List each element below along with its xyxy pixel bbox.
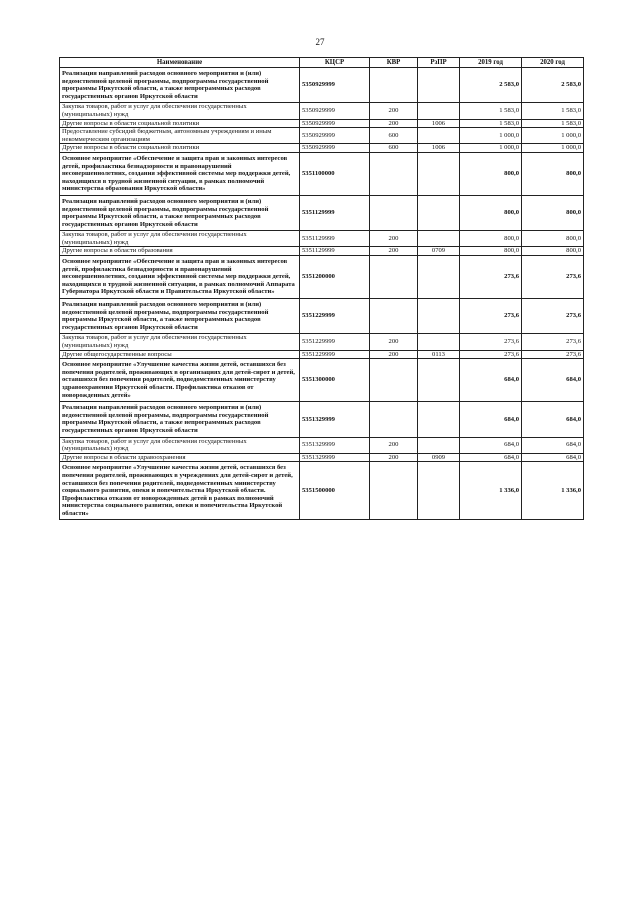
table-row bbox=[60, 247, 584, 256]
row-kcsr: 5351300000 bbox=[300, 359, 370, 402]
row-name: Другие вопросы в области социальной политики bbox=[60, 144, 300, 153]
row-rzpr bbox=[418, 195, 460, 230]
budget-table bbox=[59, 57, 584, 520]
row-rzpr bbox=[418, 462, 460, 520]
row-kvr bbox=[370, 256, 418, 299]
row-2019: 1 583,0 bbox=[460, 103, 522, 119]
row-2019: 1 583,0 bbox=[460, 119, 522, 128]
row-2020: 1 583,0 bbox=[522, 103, 584, 119]
table-row bbox=[60, 462, 584, 520]
row-name: Закупка товаров, работ и услуг для обеспечения государственных (муниципальных) нужд bbox=[60, 334, 300, 350]
header-kvr: КВР bbox=[370, 58, 418, 68]
row-kvr bbox=[370, 195, 418, 230]
row-2020: 1 583,0 bbox=[522, 119, 584, 128]
row-kcsr: 5351100000 bbox=[300, 152, 370, 195]
row-name: Другие общегосударственные вопросы bbox=[60, 350, 300, 359]
row-name: Основное мероприятие «Улучшение качества жизни детей, оставшихся без попечения родителей, проживающих в учреждениях для детей-сирот и детей, оставшихся без попечения родителей, подведомственных министерству социального развития, опеки и попечительства Иркутской области. Профилактика отказов от новорожденных детей в рамках полномочий министерства социального развития, опеки и попечительства Иркутской области» bbox=[60, 462, 300, 520]
table-row bbox=[60, 334, 584, 350]
row-kvr: 600 bbox=[370, 128, 418, 144]
row-name: Закупка товаров, работ и услуг для обеспечения государственных (муниципальных) нужд bbox=[60, 103, 300, 119]
row-rzpr bbox=[418, 231, 460, 247]
row-kcsr: 5351229999 bbox=[300, 334, 370, 350]
table-row bbox=[60, 68, 584, 103]
row-2020: 1 000,0 bbox=[522, 144, 584, 153]
row-2019: 1 000,0 bbox=[460, 144, 522, 153]
row-name: Другие вопросы в области социальной политики bbox=[60, 119, 300, 128]
row-kcsr: 5350929999 bbox=[300, 68, 370, 103]
row-name: Реализация направлений расходов основного мероприятия и (или) ведомственной целевой программы, подпрограммы государственной программы Иркутской области, а также непрограммных расходов государственных органов Иркутской области bbox=[60, 195, 300, 230]
page-number: 27 bbox=[315, 37, 325, 47]
row-name: Основное мероприятие «Улучшение качества жизни детей, оставшихся без попечения родителей, проживающих в организациях для детей-сирот и детей, оставшихся без попечения родителей, подведомственных министерству здравоохранения Иркутской области. Профилактика отказов от новорожденных детей» bbox=[60, 359, 300, 402]
row-2019: 273,6 bbox=[460, 334, 522, 350]
row-2020: 800,0 bbox=[522, 231, 584, 247]
row-kvr bbox=[370, 299, 418, 334]
row-rzpr bbox=[418, 299, 460, 334]
table-row bbox=[60, 359, 584, 402]
table-row bbox=[60, 350, 584, 359]
row-2019: 684,0 bbox=[460, 402, 522, 437]
row-rzpr bbox=[418, 103, 460, 119]
row-kvr bbox=[370, 462, 418, 520]
row-2020: 684,0 bbox=[522, 402, 584, 437]
row-2020: 800,0 bbox=[522, 152, 584, 195]
row-kvr bbox=[370, 402, 418, 437]
row-2019: 2 583,0 bbox=[460, 68, 522, 103]
row-2019: 273,6 bbox=[460, 256, 522, 299]
row-2020: 273,6 bbox=[522, 350, 584, 359]
row-rzpr bbox=[418, 128, 460, 144]
row-name: Предоставление субсидий бюджетным, автономным учреждениям и иным некоммерческим организациям bbox=[60, 128, 300, 144]
row-kvr: 200 bbox=[370, 334, 418, 350]
row-kvr: 200 bbox=[370, 231, 418, 247]
row-kvr: 200 bbox=[370, 119, 418, 128]
row-rzpr: 0909 bbox=[418, 453, 460, 462]
row-kvr bbox=[370, 359, 418, 402]
row-kcsr: 5351129999 bbox=[300, 247, 370, 256]
header-2019: 2019 год bbox=[460, 58, 522, 68]
row-2019: 684,0 bbox=[460, 359, 522, 402]
row-rzpr bbox=[418, 334, 460, 350]
row-2020: 684,0 bbox=[522, 359, 584, 402]
row-kcsr: 5351329999 bbox=[300, 437, 370, 453]
row-kcsr: 5351229999 bbox=[300, 350, 370, 359]
row-kcsr: 5350929999 bbox=[300, 119, 370, 128]
row-2020: 2 583,0 bbox=[522, 68, 584, 103]
row-rzpr bbox=[418, 152, 460, 195]
table-row bbox=[60, 231, 584, 247]
row-rzpr: 0709 bbox=[418, 247, 460, 256]
row-name: Закупка товаров, работ и услуг для обеспечения государственных (муниципальных) нужд bbox=[60, 437, 300, 453]
row-rzpr bbox=[418, 68, 460, 103]
table-row bbox=[60, 299, 584, 334]
row-2020: 1 000,0 bbox=[522, 128, 584, 144]
table-body bbox=[60, 68, 584, 520]
row-name: Реализация направлений расходов основного мероприятия и (или) ведомственной целевой программы, подпрограммы государственной программы Иркутской области, а также непрограммных расходов государственных органов Иркутской области bbox=[60, 68, 300, 103]
table-row bbox=[60, 437, 584, 453]
row-2019: 1 336,0 bbox=[460, 462, 522, 520]
row-2019: 800,0 bbox=[460, 247, 522, 256]
table-row bbox=[60, 103, 584, 119]
header-rzpr: РзПР bbox=[418, 58, 460, 68]
header-2020: 2020 год bbox=[522, 58, 584, 68]
row-name: Основное мероприятие «Обеспечение и защита прав и законных интересов детей, профилактика безнадзорности и правонарушений несовершеннолетних, создания эффективной системы мер поддержки детей, находящихся в трудной жизненной ситуации, в рамках полномочий министерства образования Иркутской области» bbox=[60, 152, 300, 195]
row-kvr: 200 bbox=[370, 453, 418, 462]
row-2019: 1 000,0 bbox=[460, 128, 522, 144]
row-kcsr: 5350929999 bbox=[300, 144, 370, 153]
row-kvr: 200 bbox=[370, 437, 418, 453]
row-kcsr: 5350929999 bbox=[300, 103, 370, 119]
row-rzpr: 1006 bbox=[418, 119, 460, 128]
row-name: Другие вопросы в области образования bbox=[60, 247, 300, 256]
row-kcsr: 5351129999 bbox=[300, 231, 370, 247]
row-2019: 684,0 bbox=[460, 437, 522, 453]
table-row bbox=[60, 195, 584, 230]
row-rzpr: 0113 bbox=[418, 350, 460, 359]
row-name: Основное мероприятие «Обеспечение и защита прав и законных интересов детей, профилактика безнадзорности и правонарушений несовершеннолетних, создания эффективной системы мер поддержки детей, находящихся в трудной жизненной ситуации, в рамках полномочий Аппарата Губернатора Иркутской области и Правительства Иркутской области» bbox=[60, 256, 300, 299]
row-2019: 684,0 bbox=[460, 453, 522, 462]
row-kcsr: 5351129999 bbox=[300, 195, 370, 230]
row-2020: 273,6 bbox=[522, 334, 584, 350]
row-kvr bbox=[370, 152, 418, 195]
table-row bbox=[60, 144, 584, 153]
row-2020: 800,0 bbox=[522, 195, 584, 230]
table-row bbox=[60, 119, 584, 128]
row-2019: 800,0 bbox=[460, 231, 522, 247]
row-name: Другие вопросы в области здравоохранения bbox=[60, 453, 300, 462]
table-row bbox=[60, 256, 584, 299]
row-2020: 273,6 bbox=[522, 256, 584, 299]
table-row bbox=[60, 453, 584, 462]
row-name: Закупка товаров, работ и услуг для обеспечения государственных (муниципальных) нужд bbox=[60, 231, 300, 247]
row-kcsr: 5351229999 bbox=[300, 299, 370, 334]
row-rzpr: 1006 bbox=[418, 144, 460, 153]
row-kvr bbox=[370, 68, 418, 103]
row-2020: 684,0 bbox=[522, 437, 584, 453]
table-row bbox=[60, 402, 584, 437]
row-kcsr: 5351200000 bbox=[300, 256, 370, 299]
row-2019: 800,0 bbox=[460, 195, 522, 230]
row-2020: 684,0 bbox=[522, 453, 584, 462]
row-2019: 273,6 bbox=[460, 350, 522, 359]
row-kcsr: 5350929999 bbox=[300, 128, 370, 144]
row-kvr: 200 bbox=[370, 247, 418, 256]
row-rzpr bbox=[418, 256, 460, 299]
row-kvr: 600 bbox=[370, 144, 418, 153]
table-header-row bbox=[60, 58, 584, 68]
row-name: Реализация направлений расходов основного мероприятия и (или) ведомственной целевой программы, подпрограммы государственной программы Иркутской области, а также непрограммных расходов государственных органов Иркутской области bbox=[60, 299, 300, 334]
row-kcsr: 5351329999 bbox=[300, 402, 370, 437]
table-row bbox=[60, 152, 584, 195]
row-2020: 1 336,0 bbox=[522, 462, 584, 520]
row-rzpr bbox=[418, 437, 460, 453]
row-2020: 800,0 bbox=[522, 247, 584, 256]
row-kcsr: 5351500000 bbox=[300, 462, 370, 520]
row-2019: 273,6 bbox=[460, 299, 522, 334]
header-name: Наименование bbox=[60, 58, 300, 68]
row-2020: 273,6 bbox=[522, 299, 584, 334]
row-rzpr bbox=[418, 402, 460, 437]
table-row bbox=[60, 128, 584, 144]
row-rzpr bbox=[418, 359, 460, 402]
header-kcsr: КЦСР bbox=[300, 58, 370, 68]
row-kvr: 200 bbox=[370, 103, 418, 119]
row-kvr: 200 bbox=[370, 350, 418, 359]
row-name: Реализация направлений расходов основного мероприятия и (или) ведомственной целевой программы, подпрограммы государственной программы Иркутской области, а также непрограммных расходов государственных органов Иркутской области bbox=[60, 402, 300, 437]
row-2019: 800,0 bbox=[460, 152, 522, 195]
row-kcsr: 5351329999 bbox=[300, 453, 370, 462]
